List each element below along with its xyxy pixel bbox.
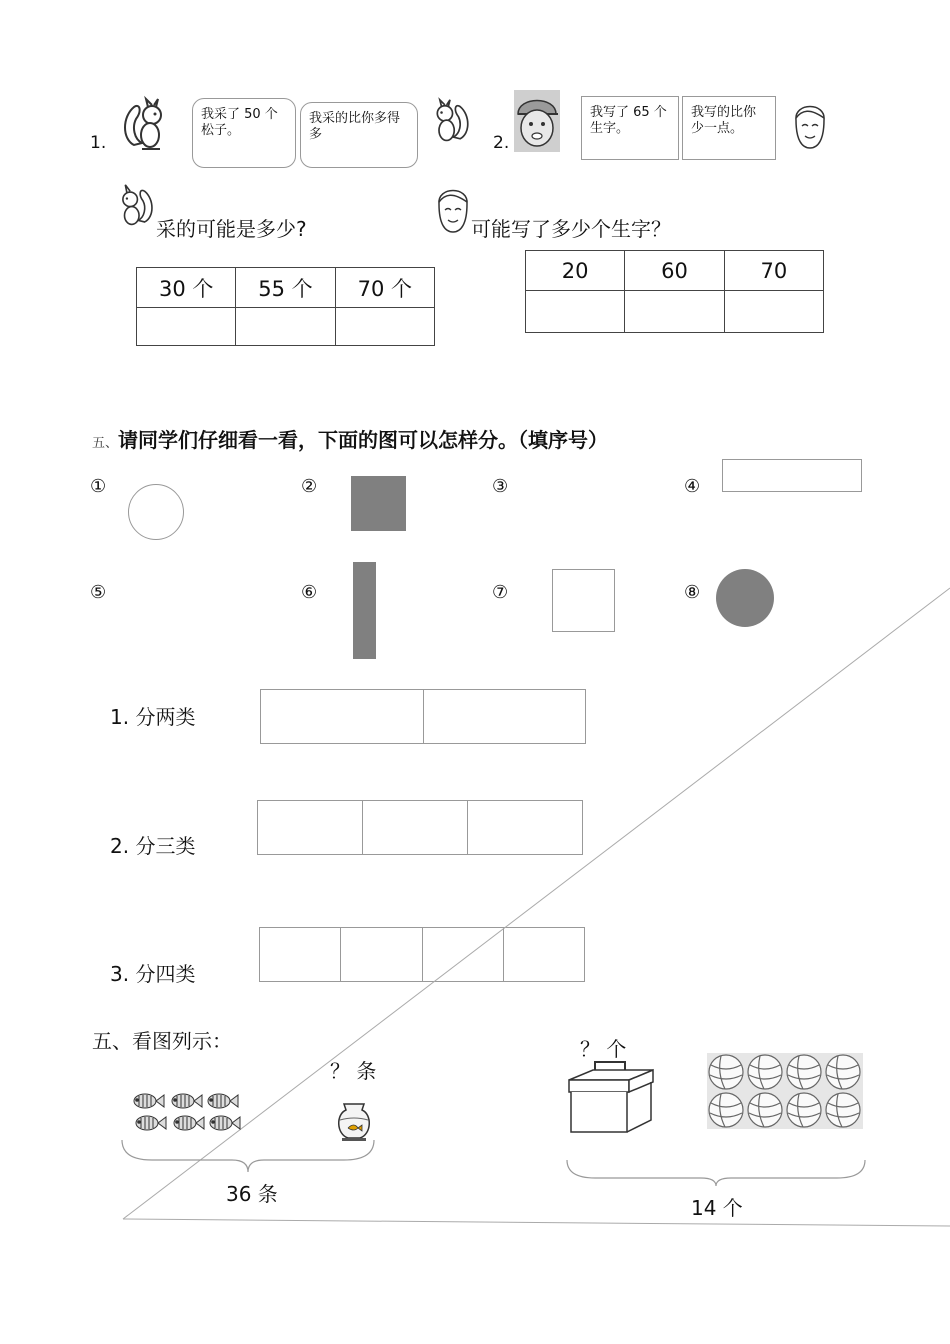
shape-marker-2: ② [301, 476, 318, 497]
shape-marker-5: ⑤ [90, 582, 107, 603]
speech-bubble-girl: 我写的比你少一点。 [682, 96, 776, 160]
shape-marker-8: ⑧ [684, 582, 701, 603]
option-cell: 20 [526, 251, 625, 291]
option-cell: 30 个 [137, 268, 236, 308]
shape-marker-4: ④ [684, 476, 701, 497]
option-cell: 70 [724, 251, 823, 291]
option-cell: 60 [625, 251, 724, 291]
box-icon [565, 1058, 657, 1136]
shape-marker-3: ③ [492, 476, 509, 497]
shape-marker-1: ① [90, 476, 107, 497]
speech-bubble-boy: 我写了 65 个生字。 [581, 96, 679, 160]
problem-1-number: 1. [90, 133, 107, 153]
box-total-label: 14 个 [691, 1196, 743, 1220]
section-6-title: 五、看图列示： [92, 1029, 232, 1053]
classify-two-label: 1. 分两类 [110, 705, 196, 729]
problem-2-question: 可能写了多少个生字？ [471, 217, 671, 241]
section-5-prefix: 五、 [92, 436, 119, 451]
shape-marker-7: ⑦ [492, 582, 509, 603]
volleyball-group-icon [707, 1053, 863, 1129]
option-cell: 55 个 [236, 268, 335, 308]
speech-bubble-squirrel-1: 我采了 50 个松子。 [192, 98, 296, 168]
speech-bubble-squirrel-2: 我采的比你多得多 [300, 102, 418, 168]
shape-marker-6: ⑥ [301, 582, 318, 603]
problem-1-question: 采的可能是多少? [156, 217, 307, 241]
fish-group-icon [131, 1090, 243, 1136]
classify-four-label: 3. 分四类 [110, 962, 196, 986]
section-5-title: 请同学们仔细看一看，下面的图可以怎样分。（填序号） [118, 428, 609, 452]
problem-2-number: 2. [493, 133, 510, 153]
box-unknown-label: ？ 个 [580, 1037, 627, 1061]
fish-unknown-label: ？ 条 [330, 1059, 377, 1083]
left-total-brace [120, 1138, 376, 1174]
fishbowl-icon [334, 1100, 374, 1142]
fish-total-label: 36 条 [226, 1182, 278, 1206]
option-cell: 70 个 [335, 268, 434, 308]
classify-three-label: 2. 分三类 [110, 834, 196, 858]
right-total-brace [565, 1158, 867, 1188]
